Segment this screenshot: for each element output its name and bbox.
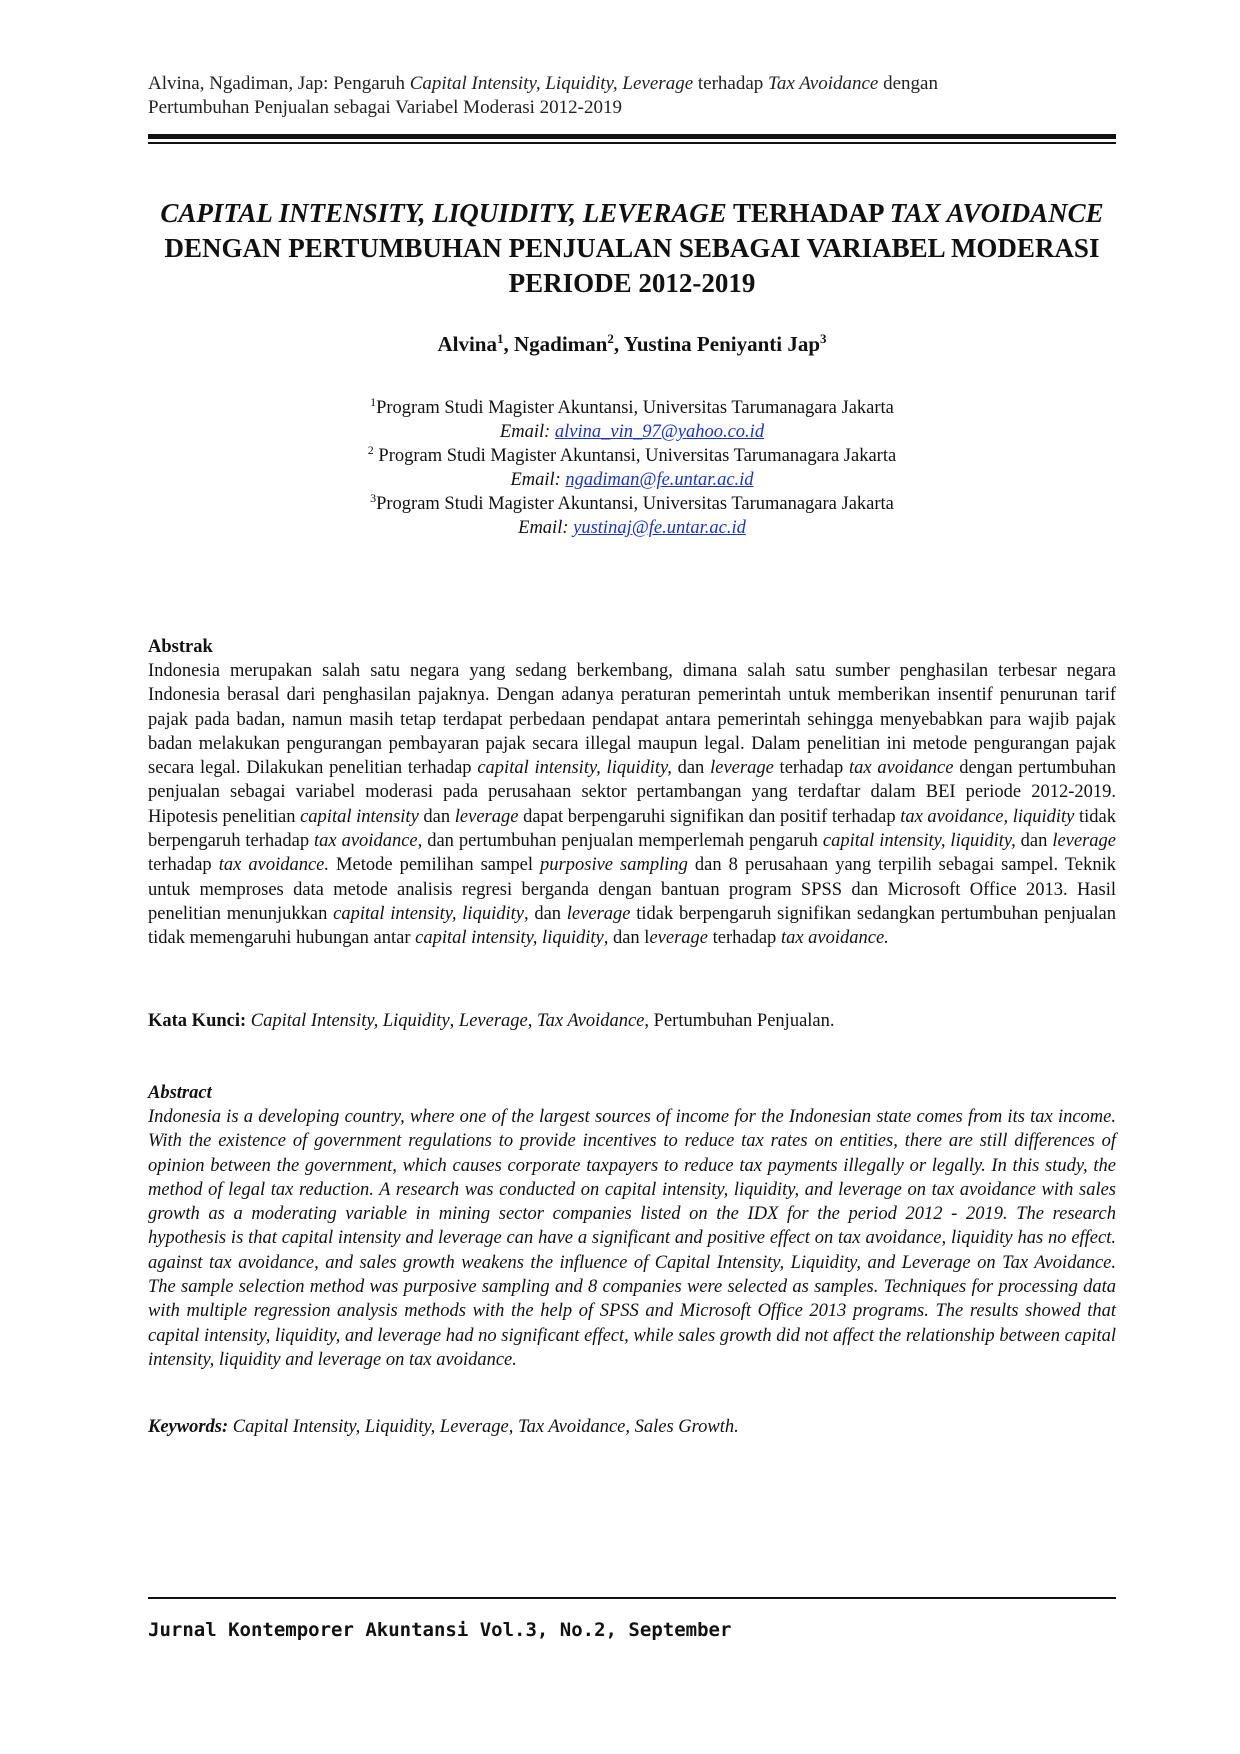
abstrak-segment: capital intensity, liquidity, <box>477 758 672 779</box>
author: Alvina$^1$, <box>437 331 514 356</box>
keywords-label: Keywords: <box>148 1417 229 1437</box>
abstrak-segment: tidak berpengaruh signifikan sedangkan pertumbuhan penjualan tidak memengaruhi hubungan antar <box>148 903 1116 949</box>
email-link-2[interactable]: ngadiman@fe.untar.ac.id <box>565 470 754 490</box>
kata-kunci-segment: , <box>527 1011 537 1031</box>
running-head-line-1: Alvina, Ngadiman, Jap: Pengaruh Capital Intensity, Liquidity, Leverage terhadap Tax Avoidance dengan <box>148 73 938 94</box>
abstrak-segment: everage <box>649 928 708 949</box>
affiliation-3-email: Email: yustinaj@fe.untar.ac.id <box>518 518 746 538</box>
author: Yustina Peniyanti Jap$^3$ <box>623 331 827 356</box>
abstrak-segment: tidak berpengaruh terhadap <box>148 806 1116 852</box>
kata-kunci-segment: Tax Avoidance <box>537 1011 645 1031</box>
abstract-body: Indonesia is a developing country, where one of the largest sources of income for the Indonesian state comes from its tax income. With the existence of government regulations to provide incentives to reduce tax rates on entities, there are still differences of opinion between the government, which causes corporate taxpayers to reduce tax payments illegally or legally. In this study, the method of legal tax reduction. A research was conducted on capital intensity, liquidity, and leverage on tax avoidance with sales growth as a moderating variable in mining sector companies listed on the IDX for the period 2012 - 2019. The research hypothesis is that capital intensity and leverage can have a significant and positive effect on tax avoidance, liquidity has no effect. against tax avoidance, and sales growth weakens the influence of Capital Intensity, Liquidity, and Leverage on Tax Avoidance. The sample selection method was purposive sampling and 8 companies were selected as samples. Techniques for processing data with multiple regression analysis methods with the help of SPSS and Microsoft Office 2013 programs. The results showed that capital intensity, liquidity, and leverage had no significant effect, while sales growth did not affect the relationship between capital intensity, liquidity and leverage on tax avoidance. <box>148 1107 1116 1370</box>
affiliation-2: $^2$ Program Studi Magister Akuntansi, Universitas Tarumanagara Jakarta <box>367 442 897 466</box>
affiliation-1: $^1$Program Studi Magister Akuntansi, Universitas Tarumanagara Jakarta <box>370 394 894 418</box>
abstrak-segment: Metode pemilihan sampel <box>329 855 541 876</box>
abstrak-heading: Abstrak <box>148 637 213 657</box>
kata-kunci-segment: , <box>449 1011 459 1031</box>
abstrak-segment: tax avoidance <box>314 831 418 852</box>
kata-kunci-segment: Capital Intensity, Liquidity <box>250 1011 450 1031</box>
abstrak-segment: terhadap <box>773 758 850 779</box>
abstrak-segment: , dan pertumbuhan penjualan memperlemah pengaruh <box>417 831 823 852</box>
kata-kunci <box>148 1009 1116 1033</box>
abstrak-segment: dan <box>418 806 455 827</box>
abstrak-segment: capital intensity, liquidity <box>333 903 524 924</box>
email-link-1[interactable]: alvina_vin_97@yahoo.co.id <box>554 422 765 442</box>
abstrak-segment: tax avoidance. <box>780 928 889 949</box>
abstrak-segment: tax avoidance <box>849 758 954 779</box>
abstrak-segment: leverage <box>710 758 774 779</box>
abstrak-segment: dengan pertumbuhan penjualan sebagai variabel moderasi pada perusahaan sektor pertambangan yang terdaftar dalam BEI periode 2012-2019. Hipotesis penelitian <box>148 758 1117 827</box>
abstract-heading: Abstract <box>148 1083 212 1103</box>
affiliation-1-email: Email: alvina_vin_97@yahoo.co.id <box>499 422 765 442</box>
abstrak-segment: , dan <box>523 903 567 924</box>
email-link-3[interactable]: yustinaj@fe.untar.ac.id <box>573 518 746 538</box>
kata-kunci-segment: Leverage <box>458 1011 528 1031</box>
author: Ngadiman$^2$, <box>513 331 624 356</box>
header-rule-thin <box>148 142 1116 144</box>
header-rule-thick <box>148 134 1116 139</box>
abstrak-segment: dan <box>1015 831 1053 852</box>
abstrak-segment: tax avoidance, liquidity <box>900 806 1075 827</box>
abstrak-segment: leverage <box>1052 831 1117 852</box>
abstrak-segment: terhadap <box>148 855 219 876</box>
abstrak-segment: capital intensity <box>300 806 419 827</box>
journal-footer: Jurnal Kontemporer Akuntansi Vol.3, No.2, September <box>148 1619 732 1641</box>
abstrak-segment: capital intensity, liquidity, <box>822 831 1016 852</box>
abstrak-segment: terhadap <box>708 928 781 949</box>
abstrak-segment: , dan l <box>603 928 650 949</box>
abstrak-segment: tax avoidance. <box>218 855 330 876</box>
affiliations <box>148 396 1116 540</box>
kata-kunci-segment: , Pertumbuhan Penjualan. <box>644 1011 835 1031</box>
affiliation-2-email: Email: ngadiman@fe.untar.ac.id <box>510 470 754 490</box>
running-head <box>148 72 1108 120</box>
footer-rule <box>148 1597 1116 1599</box>
abstrak-segment: Indonesia merupakan salah satu negara yang sedang berkembang, dimana salah satu sumber penghasilan terbesar negara Indonesia berasal dari penghasilan pajaknya. Dengan adanya peraturan pemerintah untuk memberikan insentif penurunan tarif pajak pada badan, namun masih tetap terdapat perbedaan pendapat antara pemerintah sehingga menyebabkan para wajib pajak badan melakukan pengurangan pembayaran pajak secara illegal maupun legal. Dalam penelitian ini metode pengurangan pajak secara legal. Dilakukan penelitian terhadap <box>148 661 1116 779</box>
author-list <box>148 330 1116 358</box>
paper-title: CAPITAL INTENSITY, LIQUIDITY, LEVERAGE TERHADAP TAX AVOIDANCE DENGAN PERTUMBUHAN PENJUALAN SEBAGAI VARIABEL MODERASI PERIODE 2012-2019 <box>160 198 1104 298</box>
abstrak-body <box>148 659 1116 951</box>
abstrak-segment: dan <box>671 758 711 779</box>
abstrak-segment: dan 8 perusahaan yang terpilih sebagai sampel. Teknik untuk memproses data metode analisis regresi berganda dengan bantuan program SPSS dan Microsoft Office 2013. Hasil penelitian menunjukkan <box>148 855 1116 924</box>
keywords <box>148 1415 1116 1439</box>
abstrak-segment: leverage <box>454 806 519 827</box>
running-head-line-2: Pertumbuhan Penjualan sebagai Variabel Moderasi 2012-2019 <box>148 97 623 118</box>
abstrak-segment: purposive sampling <box>540 855 688 876</box>
affiliation-3: $^3$Program Studi Magister Akuntansi, Universitas Tarumanagara Jakarta <box>370 490 894 514</box>
kata-kunci-label: Kata Kunci: <box>148 1011 247 1031</box>
abstrak-segment: dapat berpengaruhi signifikan dan positif terhadap <box>518 806 901 827</box>
abstrak-segment: capital intensity, liquidity <box>415 928 604 949</box>
keywords-text: Capital Intensity, Liquidity, Leverage, Tax Avoidance, Sales Growth. <box>228 1417 739 1437</box>
abstrak-segment: leverage <box>566 903 631 924</box>
